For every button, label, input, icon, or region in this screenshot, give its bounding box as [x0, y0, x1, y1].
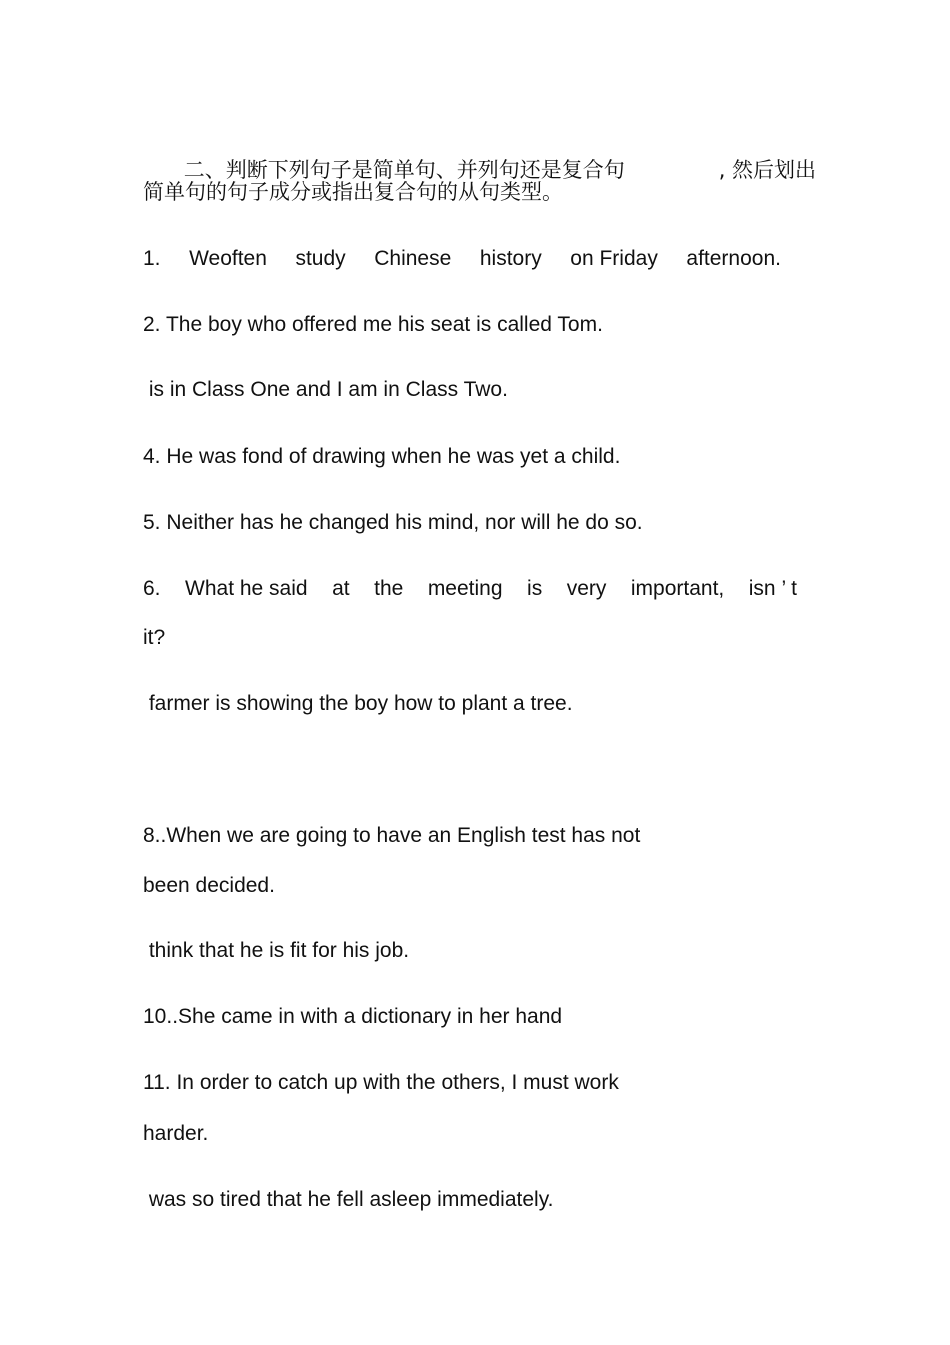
- sentence-6-word: important,: [630, 577, 725, 600]
- sentence-4: 4. He was fond of drawing when he was yet a child.: [143, 445, 621, 468]
- instruction-line-1-right: [692, 128, 816, 212]
- sentence-1: [143, 245, 781, 273]
- sentence-6-word: very: [566, 577, 607, 600]
- sentence-11: 11. In order to catch up with the others, I must work: [143, 1071, 619, 1094]
- sentence-3: is in Class One and I am in Class Two.: [143, 378, 508, 401]
- sentence-6: [143, 575, 797, 603]
- sentence-1-word: on Friday: [570, 247, 658, 270]
- sentence-6-word: 6.: [143, 577, 161, 600]
- sentence-1-word: study: [295, 247, 346, 270]
- sentence-7: farmer is showing the boy how to plant a tree.: [143, 692, 573, 715]
- sentence-6-word: isn ’ t: [748, 577, 797, 600]
- sentence-12: was so tired that he fell asleep immediately.: [143, 1188, 554, 1211]
- sentence-6-continuation: it?: [143, 626, 166, 649]
- sentence-10: 10..She came in with a dictionary in her hand: [143, 1005, 563, 1028]
- sentence-1-word: Chinese: [374, 247, 452, 270]
- sentence-6-word: at: [332, 577, 350, 600]
- sentence-6-word: What he said: [185, 577, 308, 600]
- instruction-text-left: 二、判断下列句子是简单句、并列句还是复合句: [183, 158, 625, 182]
- instruction-text-right: , 然后划出: [718, 158, 817, 182]
- sentence-1-word: Weoften: [189, 247, 267, 270]
- sentence-1-word: history: [479, 247, 542, 270]
- sentence-6-word: is: [527, 577, 543, 600]
- sentence-1-word: afternoon.: [686, 247, 781, 270]
- sentence-6-word: meeting: [427, 577, 503, 600]
- sentence-2: 2. The boy who offered me his seat is called Tom.: [143, 313, 603, 336]
- instruction-line-2: 简单句的句子成分或指出复合句的从句类型。: [143, 180, 563, 204]
- sentence-9: think that he is fit for his job.: [143, 939, 410, 962]
- sentence-1-word: 1.: [143, 247, 161, 270]
- sentence-11-continuation: harder.: [143, 1122, 209, 1145]
- sentence-8: 8..When we are going to have an English test has not: [143, 824, 641, 847]
- sentence-6-word: the: [374, 577, 404, 600]
- sentence-8-continuation: been decided.: [143, 874, 275, 897]
- sentence-5: 5. Neither has he changed his mind, nor will he do so.: [143, 511, 643, 534]
